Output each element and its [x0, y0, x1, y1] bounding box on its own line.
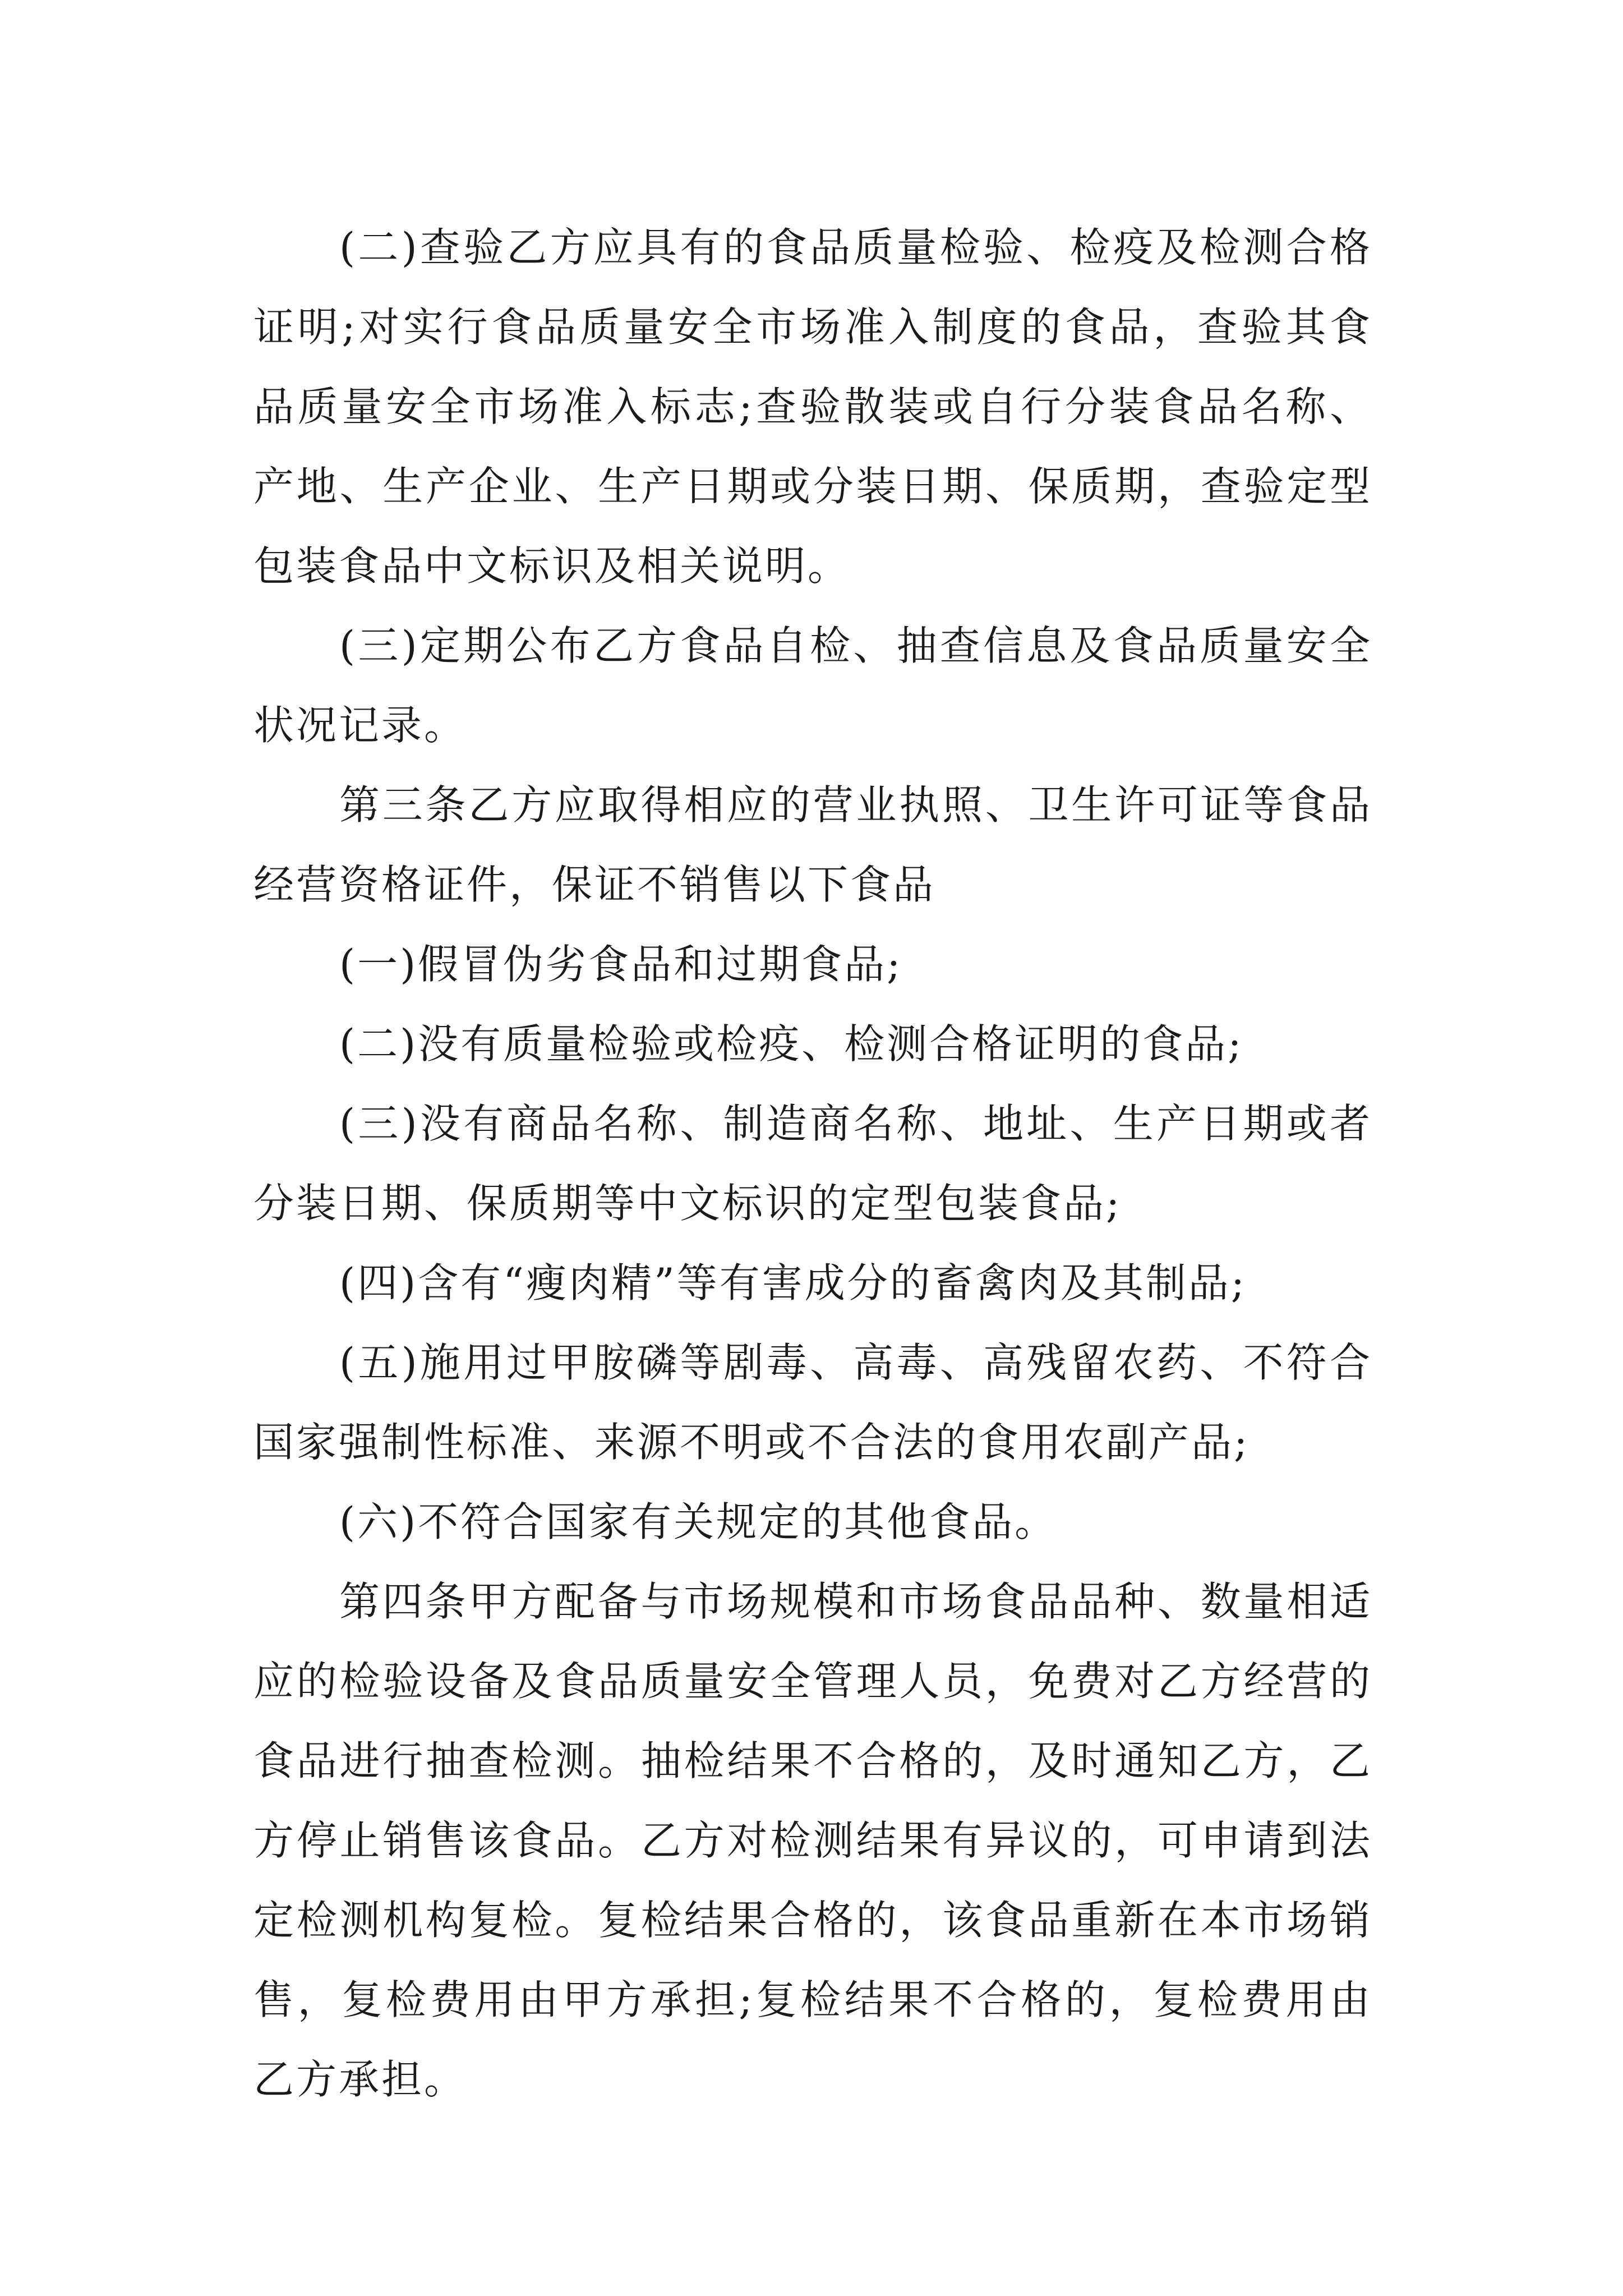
document-body: [253, 208, 1372, 2119]
paragraph-article-3-item-3: (三)没有商品名称、制造商名称、地址、生产日期或者分装日期、保质期等中文标识的定型包装食品;: [253, 1100, 1372, 1227]
paragraph-item-2-inspection: (二)查验乙方应具有的食品质量检验、检疫及检测合格证明;对实行食品质量安全市场准入制度的食品，查验其食品质量安全市场准入标志;查验散装或自行分装食品名称、产地、生产企业、生产日期或分装日期、保质期，查验定型包装食品中文标识及相关说明。: [253, 224, 1372, 590]
paragraph-article-3: 第三条乙方应取得相应的营业执照、卫生许可证等食品经营资格证件，保证不销售以下食品: [253, 781, 1372, 908]
paragraph-article-4: 第四条甲方配备与市场规模和市场食品品种、数量相适应的检验设备及食品质量安全管理人员，免费对乙方经营的食品进行抽查检测。抽检结果不合格的，及时通知乙方，乙方停止销售该食品。乙方对检测结果有异议的，可申请到法定检测机构复检。复检结果合格的，该食品重新在本市场销售，复检费用由甲方承担;复检结果不合格的，复检费用由乙方承担。: [253, 1578, 1372, 2103]
paragraph-article-3-item-1: (一)假冒伪劣食品和过期食品;: [339, 941, 903, 988]
paragraph-article-3-item-6: (六)不符合国家有关规定的其他食品。: [339, 1498, 1058, 1545]
paragraph-item-3-publish: (三)定期公布乙方食品自检、抽查信息及食品质量安全状况记录。: [253, 622, 1372, 749]
paragraph-article-3-item-5: (五)施用过甲胺磷等剧毒、高毒、高残留农药、不符合国家强制性标准、来源不明或不合法的食用农副产品;: [253, 1339, 1372, 1466]
paragraph-article-3-item-4: (四)含有“瘦肉精”等有害成分的畜禽肉及其制品;: [339, 1259, 1247, 1306]
paragraph-article-3-item-2: (二)没有质量检验或检疫、检测合格证明的食品;: [339, 1020, 1244, 1068]
